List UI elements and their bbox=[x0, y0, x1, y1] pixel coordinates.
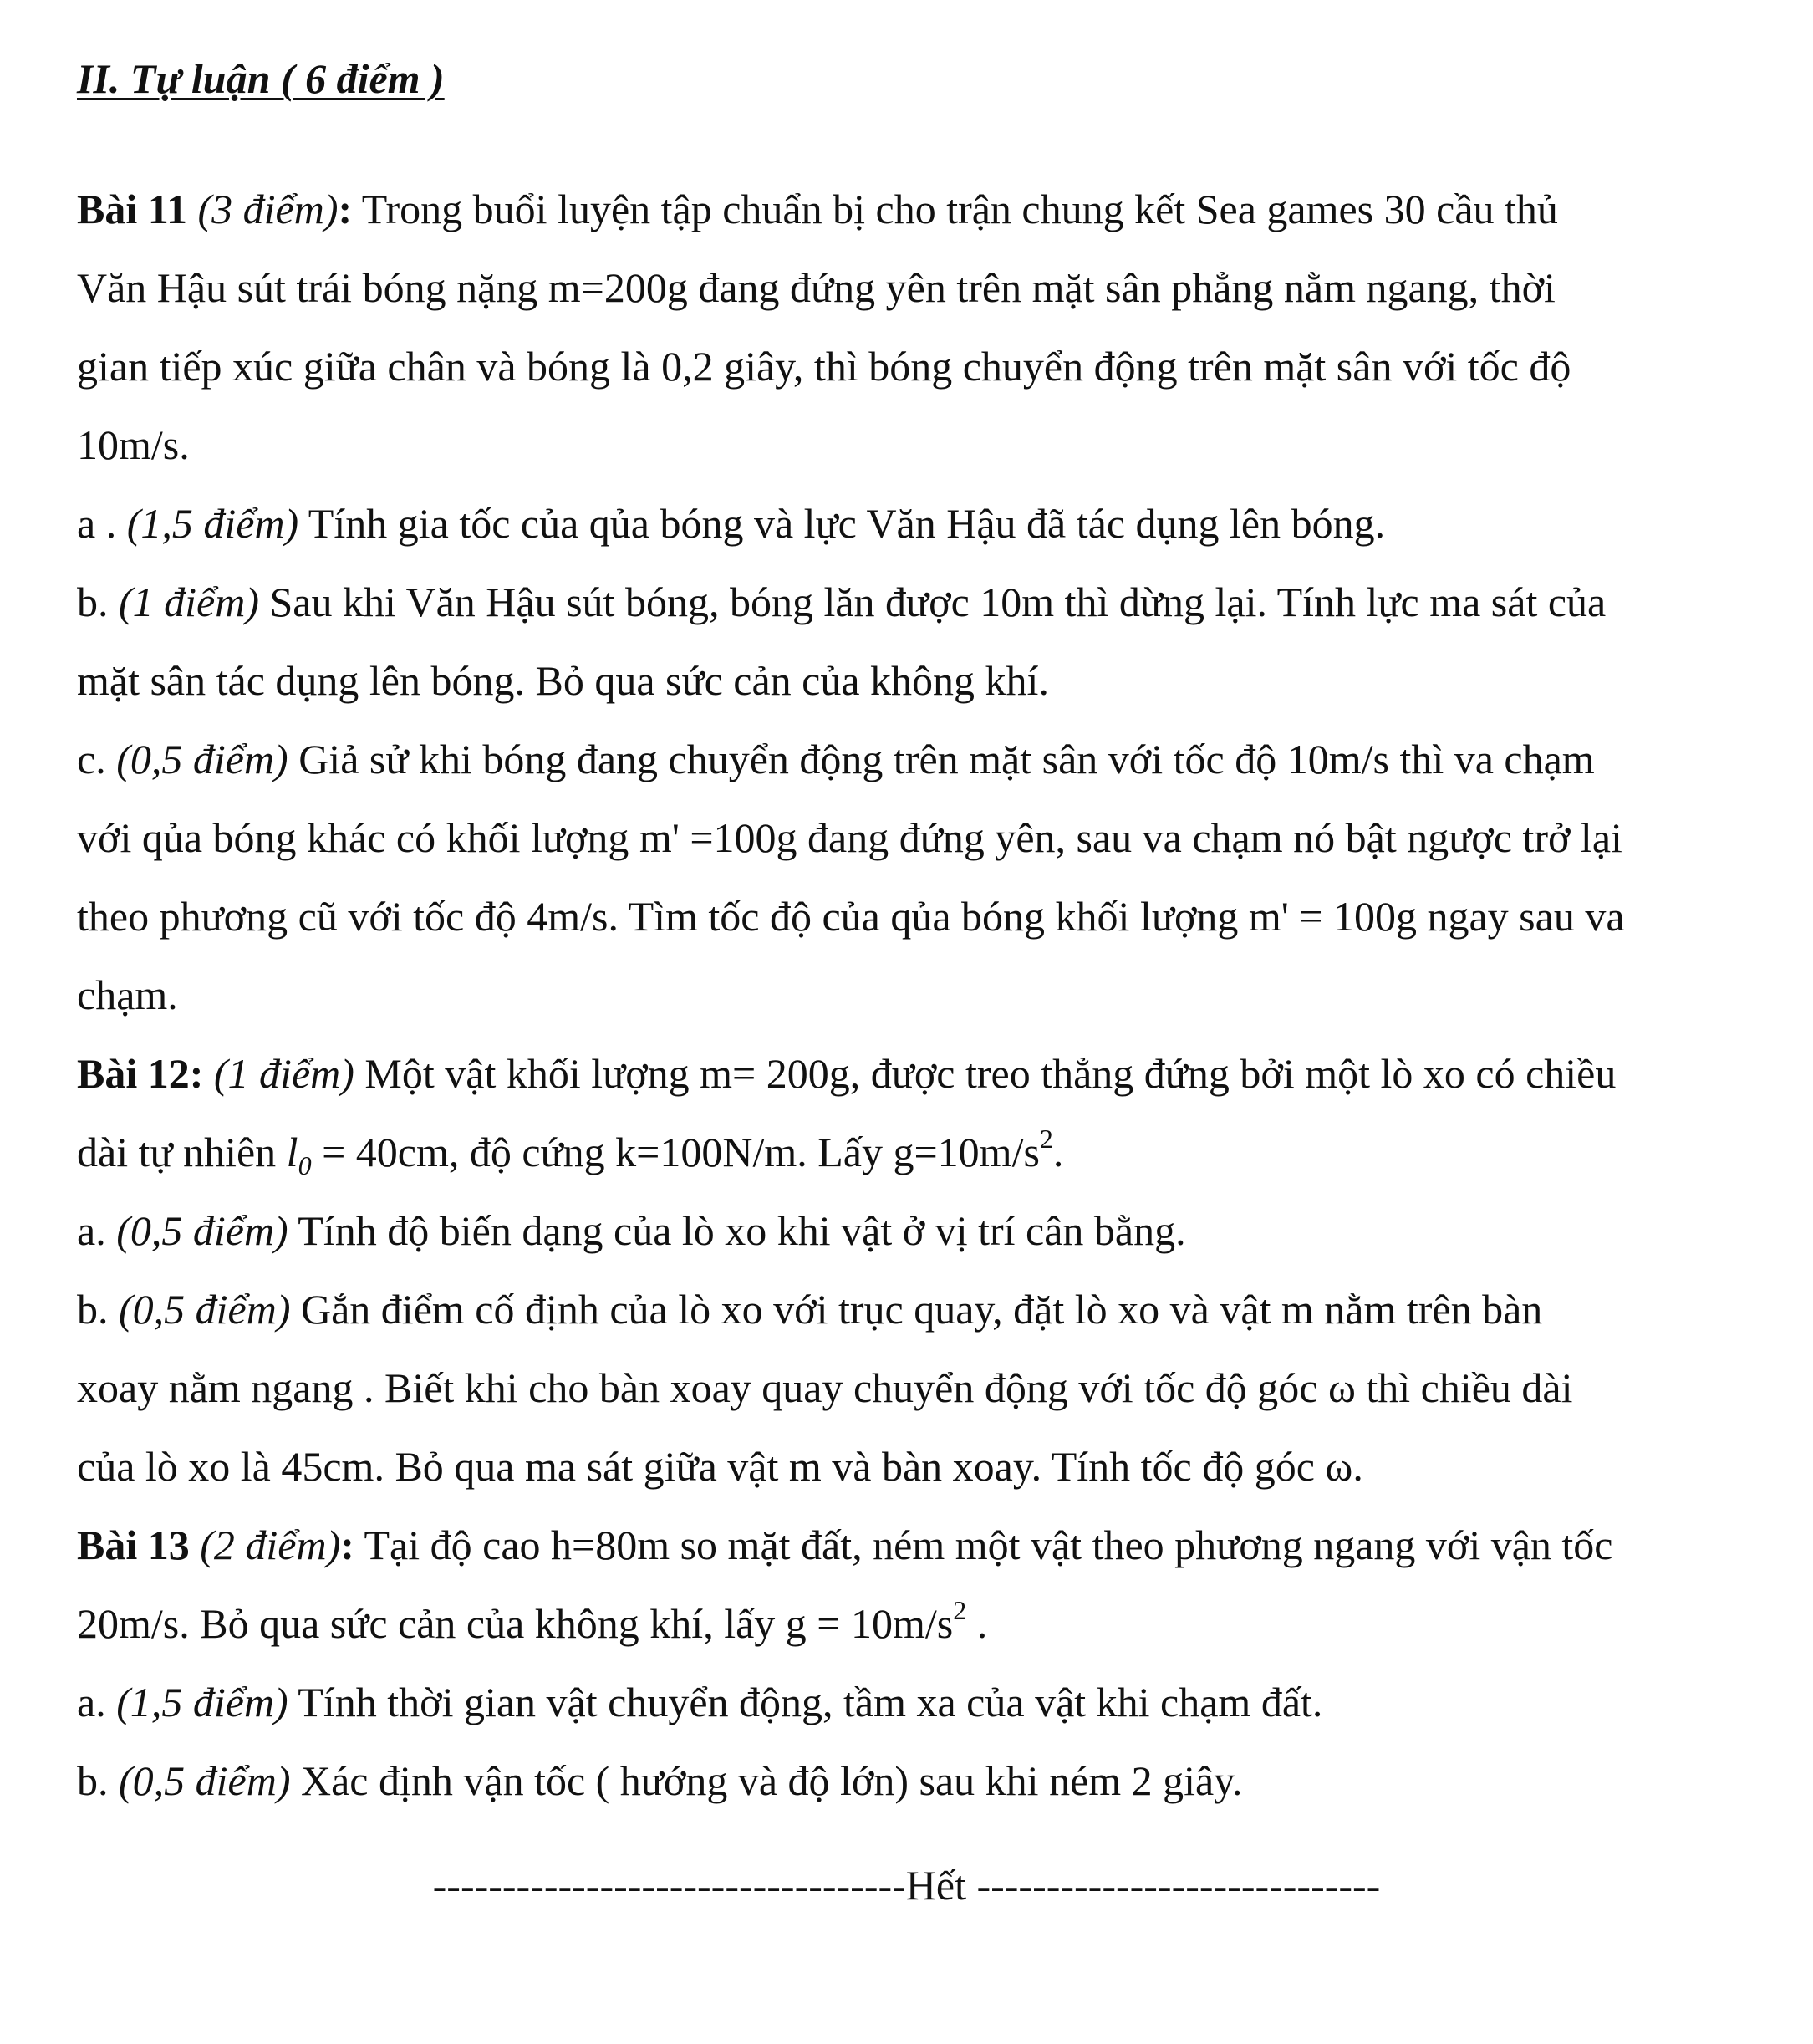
bai13-label: Bài 13 bbox=[77, 1522, 190, 1568]
bai13-line2 bbox=[77, 1595, 988, 1649]
bai12-text-b: = 40cm, độ cứng k=100N/m. Lấy g=10m/s bbox=[311, 1129, 1040, 1175]
bai13-part-a bbox=[77, 1677, 1322, 1727]
part-points: (0,5 điểm) bbox=[119, 1286, 291, 1333]
bai13-colon: : bbox=[340, 1522, 354, 1568]
bai12-line2 bbox=[77, 1124, 1064, 1180]
bai11-points: (3 điểm) bbox=[197, 186, 339, 232]
part-text: Tính thời gian vật chuyển động, tầm xa của vật khi chạm đất. bbox=[288, 1679, 1323, 1725]
part-prefix: b. bbox=[77, 579, 119, 625]
exponent: 2 bbox=[1039, 1124, 1053, 1154]
bai12-line1 bbox=[77, 1048, 1616, 1098]
part-text: Giả sử khi bóng đang chuyển động trên mặt sân với tốc độ 10m/s thì va chạm bbox=[288, 736, 1595, 782]
bai13-text: Tại độ cao h=80m so mặt đất, ném một vật theo phương ngang với vận tốc bbox=[354, 1522, 1613, 1568]
part-points: (1,5 điểm) bbox=[116, 1679, 288, 1725]
bai11-part-b bbox=[77, 577, 1606, 627]
part-prefix: b. bbox=[77, 1286, 119, 1333]
part-text: Tính độ biến dạng của lò xo khi vật ở vị trí cân bằng. bbox=[288, 1207, 1186, 1254]
bai11-part-a bbox=[77, 498, 1385, 548]
part-text: Gắn điểm cố định của lò xo với trục quay, đặt lò xo và vật m nằm trên bàn bbox=[290, 1286, 1543, 1333]
bai13-text-b: . bbox=[966, 1600, 988, 1647]
part-points: (1 điểm) bbox=[119, 579, 259, 625]
part-points: (0,5 điểm) bbox=[116, 736, 288, 782]
bai12-text-a: dài tự nhiên bbox=[77, 1129, 287, 1175]
length-symbol: l bbox=[286, 1129, 298, 1175]
bai13-text-a: 20m/s. Bỏ qua sức cản của không khí, lấy g = 10m/s bbox=[77, 1600, 954, 1647]
bai11-label: Bài 11 bbox=[77, 186, 187, 232]
bai12-points: (1 điểm) bbox=[203, 1050, 354, 1097]
bai11-text: Trong buổi luyện tập chuẩn bị cho trận chung kết Sea games 30 cầu thủ bbox=[352, 186, 1558, 232]
bai11-line4: 10m/s. bbox=[77, 421, 190, 468]
bai11-part-c-cont3: chạm. bbox=[77, 971, 178, 1018]
section-heading: II. Tự luận ( 6 điểm ) bbox=[77, 55, 445, 102]
bai12-part-b-cont2: của lò xo là 45cm. Bỏ qua ma sát giữa vật m và bàn xoay. Tính tốc độ góc ω. bbox=[77, 1443, 1363, 1490]
bai11-line1 bbox=[77, 184, 1558, 234]
end-marker: ----------------------------------Hết ----------------------------- bbox=[432, 1862, 1381, 1909]
part-prefix: a. bbox=[77, 1207, 117, 1254]
bai11-part-c bbox=[77, 734, 1595, 784]
bai12-label: Bài 12: bbox=[77, 1050, 204, 1097]
bai12-part-b bbox=[77, 1284, 1542, 1334]
bai13-line1 bbox=[77, 1520, 1613, 1570]
bai12-part-a bbox=[77, 1206, 1186, 1256]
length-subscript: 0 bbox=[298, 1150, 312, 1180]
part-prefix: a. bbox=[77, 1679, 117, 1725]
bai11-line2: Văn Hậu sút trái bóng nặng m=200g đang đứng yên trên mặt sân phẳng nằm ngang, thời bbox=[77, 264, 1556, 311]
bai11-line3: gian tiếp xúc giữa chân và bóng là 0,2 giây, thì bóng chuyển động trên mặt sân với tốc độ bbox=[77, 343, 1571, 390]
bai12-part-b-cont1: xoay nằm ngang . Biết khi cho bàn xoay quay chuyển động với tốc độ góc ω thì chiều dài bbox=[77, 1364, 1573, 1411]
part-text: Xác định vận tốc ( hướng và độ lớn) sau khi ném 2 giây. bbox=[290, 1757, 1243, 1804]
part-text: Tính gia tốc của qủa bóng và lực Văn Hậu đã tác dụng lên bóng. bbox=[298, 500, 1386, 547]
bai12-text-c: . bbox=[1052, 1129, 1064, 1175]
bai13-points: (2 điểm) bbox=[189, 1522, 341, 1568]
bai11-part-c-cont2: theo phương cũ với tốc độ 4m/s. Tìm tốc độ của qủa bóng khối lượng m' = 100g ngay sau va bbox=[77, 893, 1625, 940]
part-prefix: a . bbox=[77, 500, 127, 547]
part-points: (0,5 điểm) bbox=[116, 1207, 288, 1254]
part-points: (0,5 điểm) bbox=[119, 1757, 291, 1804]
bai11-part-b-cont: mặt sân tác dụng lên bóng. Bỏ qua sức cản của không khí. bbox=[77, 657, 1049, 704]
part-points: (1,5 điểm) bbox=[126, 500, 299, 547]
exponent: 2 bbox=[953, 1595, 967, 1625]
part-prefix: c. bbox=[77, 736, 117, 782]
bai12-text: Một vật khối lượng m= 200g, được treo thẳng đứng bởi một lò xo có chiều bbox=[354, 1050, 1617, 1097]
part-text: Sau khi Văn Hậu sút bóng, bóng lăn được 10m thì dừng lại. Tính lực ma sát của bbox=[259, 579, 1607, 625]
bai11-part-c-cont1: với qủa bóng khác có khối lượng m' =100g đang đứng yên, sau va chạm nó bật ngược trở lại bbox=[77, 814, 1622, 861]
part-prefix: b. bbox=[77, 1757, 119, 1804]
bai11-colon: : bbox=[338, 186, 353, 232]
bai13-part-b bbox=[77, 1756, 1243, 1806]
